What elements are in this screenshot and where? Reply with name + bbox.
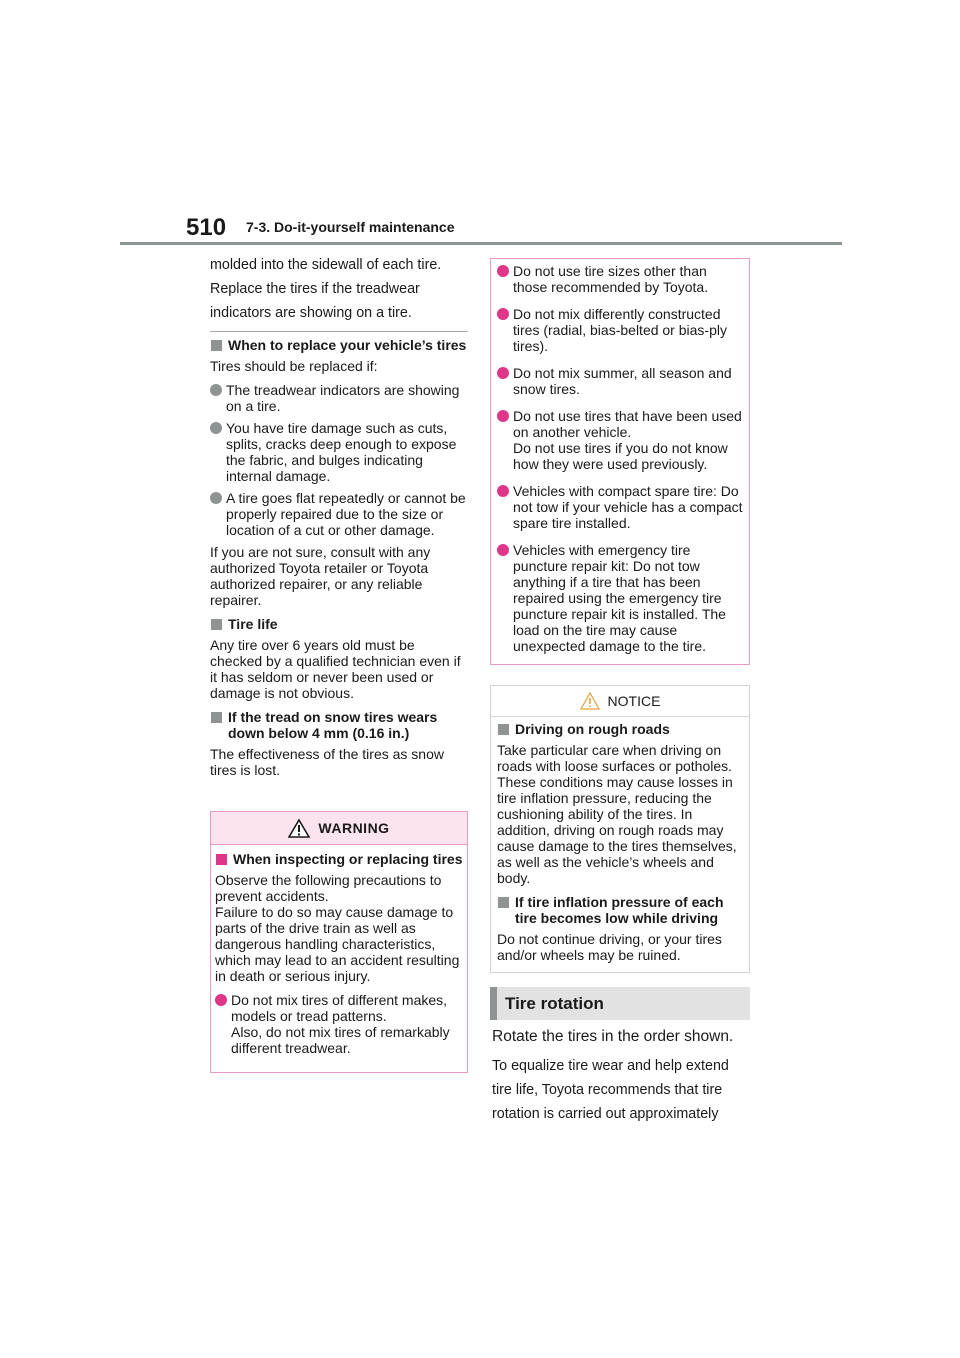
square-bullet-icon bbox=[211, 619, 222, 630]
list-item bbox=[215, 992, 463, 1056]
left-column bbox=[210, 337, 470, 786]
list-item: A tire goes flat repeatedly or cannot be properly repaired due to the size or location of a cut or other damage. bbox=[210, 490, 470, 538]
list-item: Do not mix summer, all season and snow tires. bbox=[497, 365, 743, 397]
section-divider bbox=[210, 331, 468, 332]
snow-tires-text: The effectiveness of the tires as snow tires is lost. bbox=[210, 746, 444, 778]
bullet-dot-icon bbox=[497, 265, 509, 277]
tire-life-text: Any tire over 6 years old must be checked by a qualified technician even if it has seldom or never been used or damage is not obvious. bbox=[210, 637, 461, 701]
list-item: Do not use tire sizes other than those recommended by Toyota. bbox=[497, 263, 743, 295]
when-to-replace-heading: When to replace your vehicle’s tires bbox=[210, 337, 470, 353]
bullet-dot-icon bbox=[210, 422, 222, 434]
caution-triangle-icon bbox=[580, 692, 600, 710]
square-bullet-icon bbox=[498, 897, 509, 908]
tire-rotation-heading: Tire rotation bbox=[490, 987, 750, 1020]
bullet-dot-icon bbox=[210, 384, 222, 396]
square-bullet-icon bbox=[216, 854, 227, 865]
warning-title: WARNING bbox=[318, 820, 390, 836]
notice-box bbox=[490, 685, 750, 973]
list-item bbox=[497, 408, 743, 472]
square-bullet-icon bbox=[211, 712, 222, 723]
warning-text: Failure to do so may cause damage to parts of the drive train as well as dangerous handling characteristics, which may lead to an accident resulting in death or serious injury. bbox=[215, 904, 460, 984]
warning-continued-body bbox=[491, 259, 749, 654]
bullet-dot-icon bbox=[497, 410, 509, 422]
warning-bullet-text: Do not use tires if you do not know how they were used previously. bbox=[513, 440, 728, 472]
notice-heading: Driving on rough roads bbox=[497, 721, 743, 737]
list-item: Vehicles with compact spare tire: Do not tow if your vehicle has a compact spare tire installed. bbox=[497, 483, 743, 531]
section-title: 7-3. Do-it-yourself maintenance bbox=[246, 219, 455, 235]
notice-text: Do not continue driving, or your tires and/or wheels may be ruined. bbox=[497, 931, 722, 963]
warning-triangle-icon bbox=[288, 819, 310, 838]
bullet-dot-icon bbox=[497, 308, 509, 320]
bullet-dot-icon bbox=[215, 994, 227, 1006]
snow-tires-heading: If the tread on snow tires wears down below 4 mm (0.16 in.) bbox=[210, 709, 470, 741]
warning-box-continued bbox=[490, 258, 750, 665]
warning-header bbox=[211, 812, 467, 845]
when-to-replace-note: If you are not sure, consult with any authorized Toyota retailer or Toyota authorized repairer, or any reliable repairer. bbox=[210, 544, 431, 608]
warning-bullet-text: Do not mix tires of different makes, models or tread patterns. bbox=[231, 992, 448, 1024]
list-item: Vehicles with emergency tire puncture repair kit: Do not tow anything if a tire that has been repaired using the emergency tire puncture repair kit is installed. The load on the tire may cause unexpected damage to the tire. bbox=[497, 542, 743, 654]
list-item: Do not mix differently constructed tires (radial, bias-belted or bias-ply tires). bbox=[497, 306, 743, 354]
warning-bullet-text: Do not use tires that have been used on another vehicle. bbox=[513, 408, 742, 440]
intro-paragraph: molded into the sidewall of each tire. Replace the tires if the treadwear indicators are showing on a tire. bbox=[210, 257, 442, 321]
notice-title: NOTICE bbox=[607, 693, 661, 709]
square-bullet-icon bbox=[498, 724, 509, 735]
bullet-dot-icon bbox=[497, 544, 509, 556]
warning-body bbox=[211, 845, 467, 1056]
tire-life-heading: Tire life bbox=[210, 616, 470, 632]
warning-heading: When inspecting or replacing tires bbox=[215, 851, 463, 867]
bullet-dot-icon bbox=[497, 485, 509, 497]
warning-bullet-text: Also, do not mix tires of remarkably different treadwear. bbox=[231, 1024, 450, 1056]
when-to-replace-lead: Tires should be replaced if: bbox=[210, 358, 378, 374]
warning-box bbox=[210, 811, 468, 1073]
bullet-dot-icon bbox=[210, 492, 222, 504]
header-divider bbox=[120, 242, 842, 245]
notice-heading: If tire inflation pressure of each tire becomes low while driving bbox=[497, 894, 743, 926]
tire-rotation-text: To equalize tire wear and help extend tire life, Toyota recommends that tire rotation is carried out approximately bbox=[492, 1058, 729, 1122]
square-bullet-icon bbox=[211, 340, 222, 351]
notice-text: Take particular care when driving on roads with loose surfaces or potholes. These conditions may cause losses in tire inflation pressure, reducing the cushioning ability of the tires. In addition, driving on rough roads may cause damage to the tires themselves, as well as the vehicle’s wheels and body. bbox=[497, 742, 737, 886]
warning-text: Observe the following precautions to prevent accidents. bbox=[215, 872, 442, 904]
tire-rotation-lead: Rotate the tires in the order shown. bbox=[492, 1028, 734, 1045]
list-item: The treadwear indicators are showing on a tire. bbox=[210, 382, 470, 414]
list-item: You have tire damage such as cuts, splits, cracks deep enough to expose the fabric, and bulges indicating internal damage. bbox=[210, 420, 470, 484]
bullet-dot-icon bbox=[497, 367, 509, 379]
page-number: 510 bbox=[186, 214, 227, 241]
notice-body bbox=[491, 717, 749, 963]
notice-header bbox=[491, 686, 749, 717]
